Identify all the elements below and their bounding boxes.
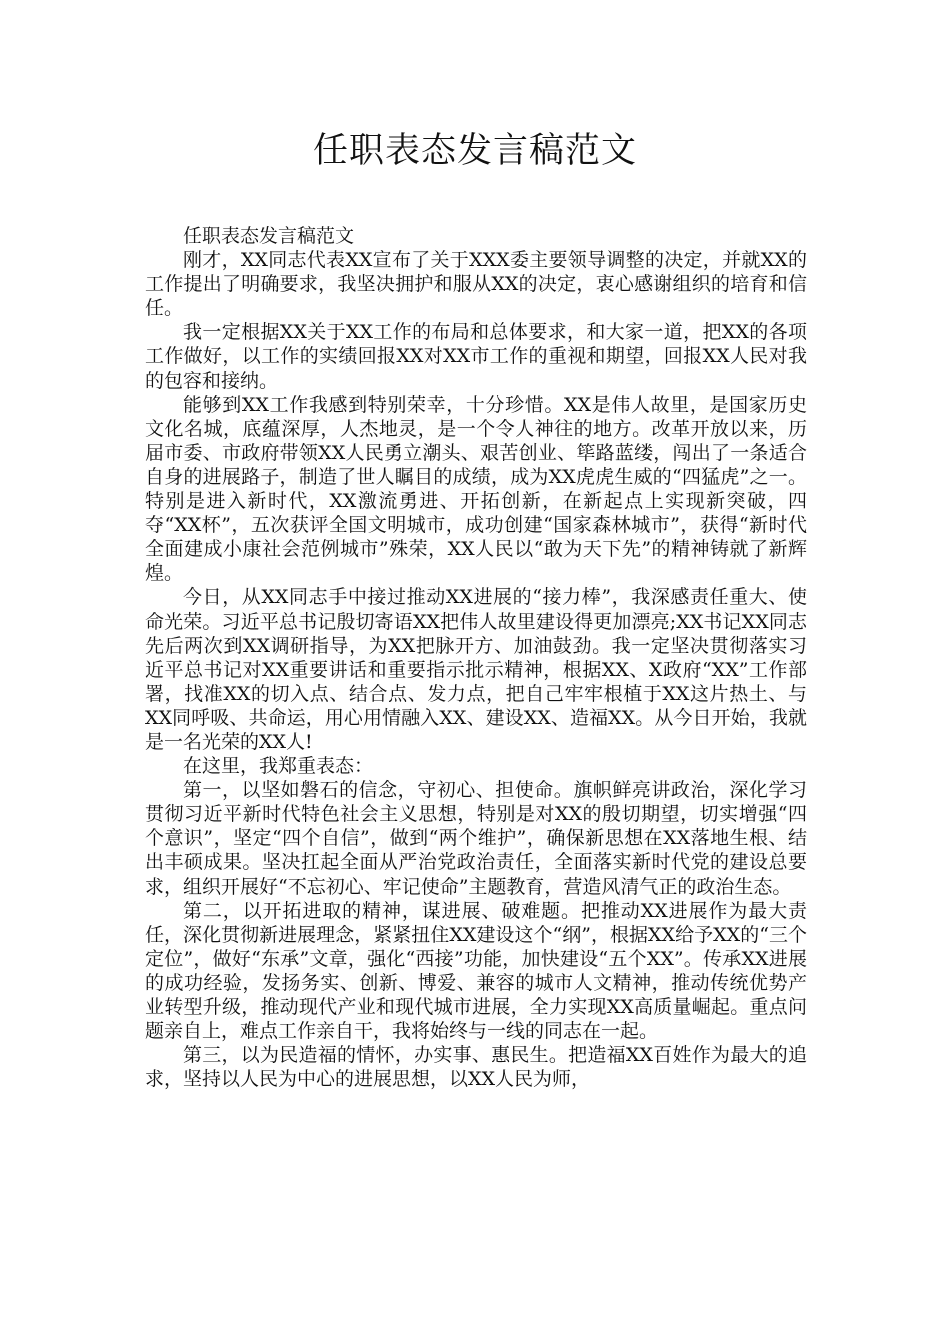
body-paragraph: 第三，以为民造福的情怀，办实事、惠民生。把造福XX百姓作为最大的追求，坚持以人民为中心的进展思想，以XX人民为师，	[145, 1044, 807, 1091]
body-paragraph: 在这里，我郑重表态：	[183, 755, 374, 778]
body-paragraph: 任职表态发言稿范文	[183, 225, 355, 247]
document-body	[145, 224, 807, 1091]
body-paragraph: 第二，以开拓进取的精神，谋进展、破难题。把推动XX进展作为最大责任，深化贯彻新进展理念，紧紧扭住XX建设这个“纲”，根据XX给予XX的“三个定位”，做好“东承”文章，强化“西接”功能，加快建设“五个XX”。传承XX进展的成功经验，发扬务实、创新、博爱、兼容的城市人文精神，推动传统优势产业转型升级，推动现代产业和现代城市进展，全力实现XX高质量崛起。重点问题亲自上，难点工作亲自干，我将始终与一线的同志在一起。	[145, 899, 807, 1043]
body-paragraph: 我一定根据XX关于XX工作的布局和总体要求，和大家一道，把XX的各项工作做好，以工作的实绩回报XX对XX市工作的重视和期望，回报XX人民对我的包容和接纳。	[145, 321, 807, 392]
body-paragraph: 今日，从XX同志手中接过推动XX进展的“接力棒”，我深感责任重大、使命光荣。习近平总书记殷切寄语XX把伟人故里建设得更加漂亮;XX书记XX同志先后两次到XX调研指导，为XX把脉开方、加油鼓劲。我一定坚决贯彻落实习近平总书记对XX重要讲话和重要指示批示精神，根据XX、X政府“XX”工作部署，找准XX的切入点、结合点、发力点，把自己牢牢根植于XX这片热土、与XX同呼吸、共命运，用心用情融入XX、建设XX、造福XX。从今日开始，我就是一名光荣的XX人!	[145, 586, 807, 753]
document-title: 任职表态发言稿范文	[312, 131, 637, 171]
body-paragraph: 能够到XX工作我感到特别荣幸，十分珍惜。XX是伟人故里，是国家历史文化名城，底蕴深厚，人杰地灵，是一个令人神往的地方。改革开放以来，历届市委、市政府带领XX人民勇立潮头、艰苦创业、筚路蓝缕，闯出了一条适合自身的进展路子，制造了世人瞩目的成绩，成为XX虎虎生威的“四猛虎”之一。特别是进入新时代，XX激流勇进、开拓创新，在新起点上实现新突破，四夺“XX杯”，五次获评全国文明城市，成功创建“国家森林城市”，获得“新时代全面建成小康社会范例城市”殊荣，XX人民以“敢为天下先”的精神铸就了新辉煌。	[145, 393, 807, 585]
body-paragraph: 第一，以坚如磐石的信念，守初心、担使命。旗帜鲜亮讲政治，深化学习贯彻习近平新时代特色社会主义思想，特别是对XX的殷切期望，切实增强“四个意识”，坚定“四个自信”，做到“两个维护”，确保新思想在XX落地生根、结出丰硕成果。坚决扛起全面从严治党政治责任，全面落实新时代党的建设总要求，组织开展好“不忘初心、牢记使命”主题教育，营造风清气正的政治生态。	[145, 779, 807, 898]
body-paragraph: 刚才，XX同志代表XX宣布了关于XXX委主要领导调整的决定，并就XX的工作提出了明确要求，我坚决拥护和服从XX的决定，衷心感谢组织的培育和信任。	[145, 249, 807, 320]
